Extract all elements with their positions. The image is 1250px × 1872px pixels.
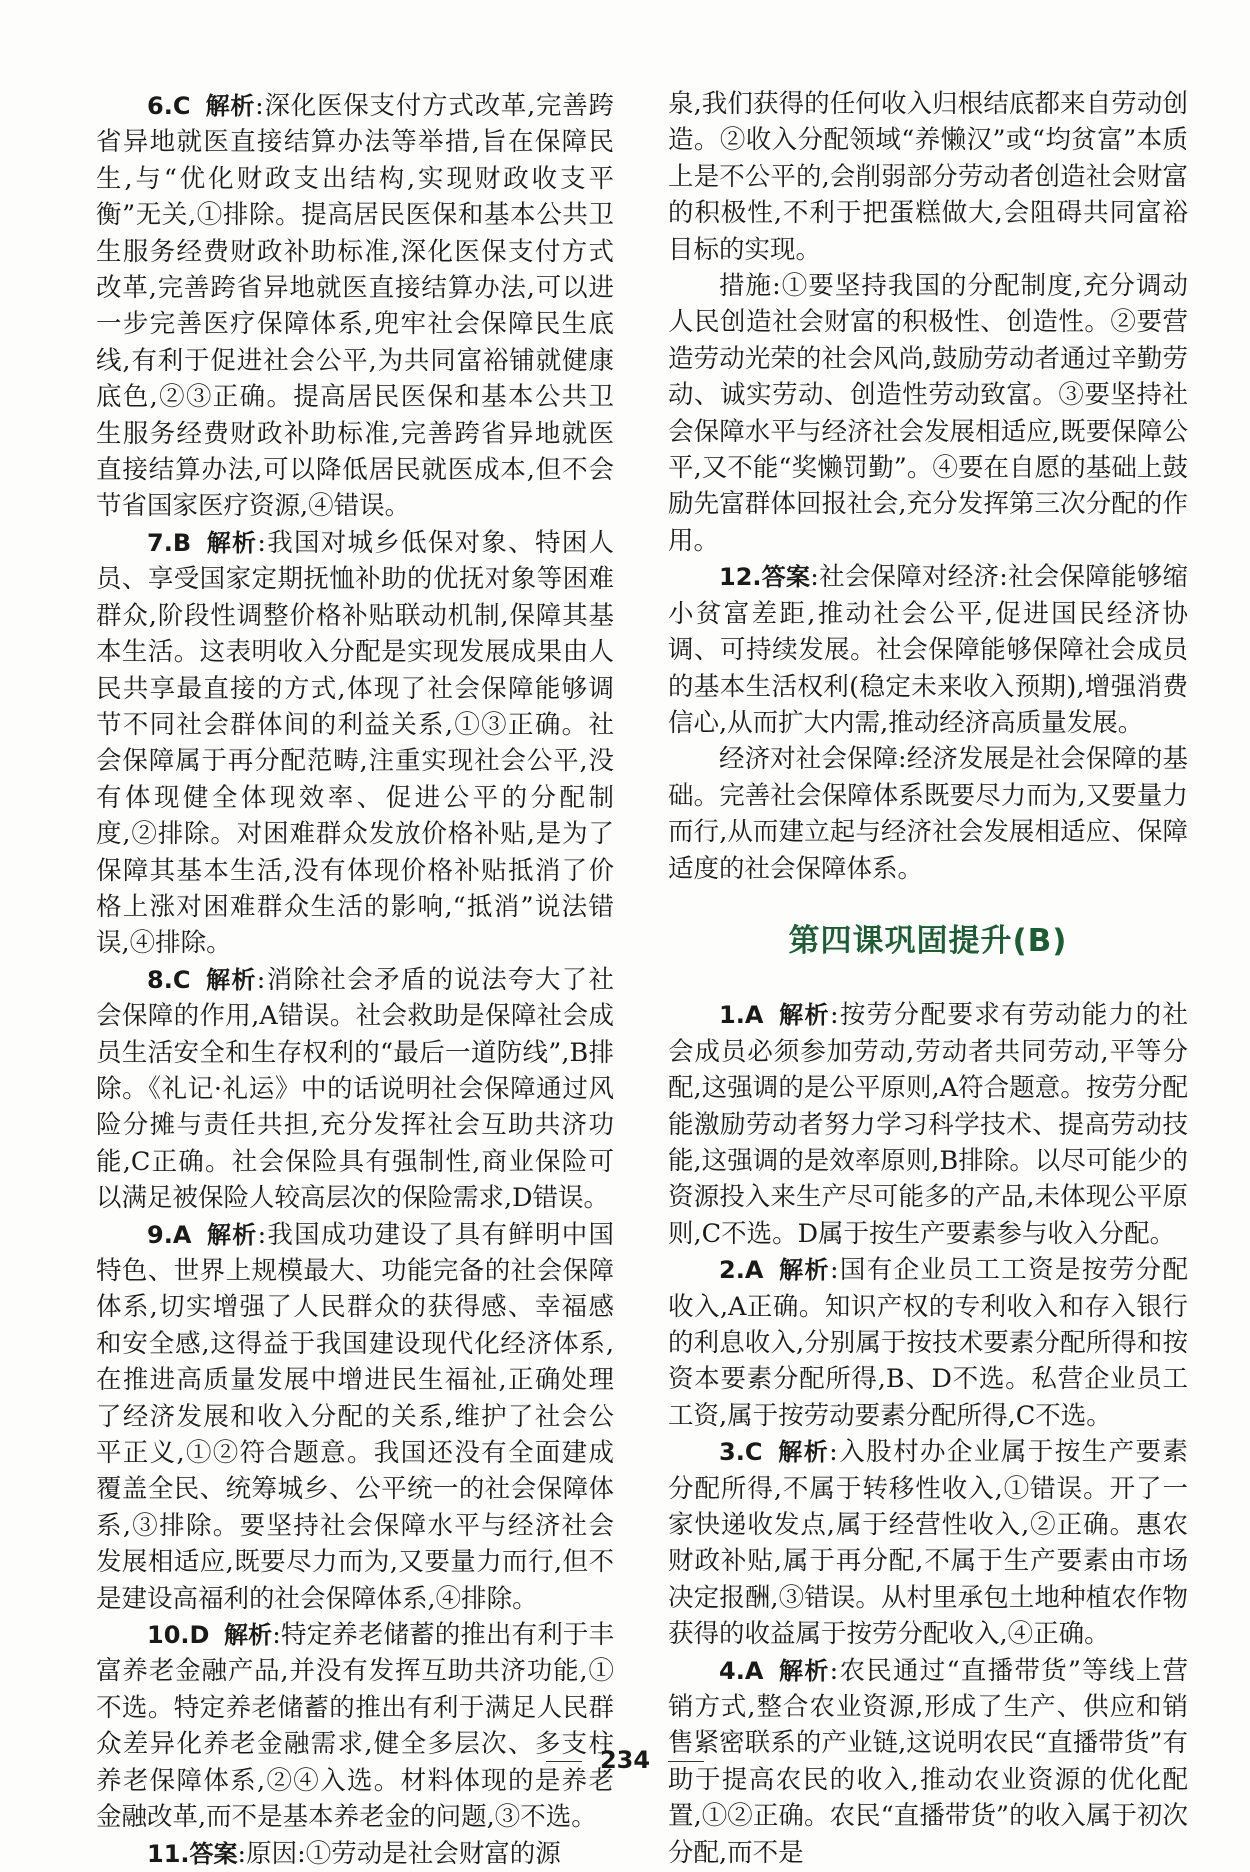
page-number: 234 [599, 1746, 651, 1774]
answer-number: 10.D [147, 1621, 210, 1650]
analysis-label: 解析 [776, 1438, 830, 1467]
answer-number: 3.C [719, 1438, 763, 1467]
analysis-label: 解析 [205, 1220, 258, 1249]
answer-number: 11.答案 [147, 1839, 238, 1868]
answer-text: :我国成功建设了具有鲜明中国特色、世界上规模最大、功能完备的社会保障体系,切实增强了人民群众的获得感、幸福感和安全感,这得益于我国建设现代化经济体系,在推进高质量发展中增进民生福祉,正确处理了经济发展和收入分配的关系,维护了社会公平正义,①②符合题意。我国还没有全面建成覆盖全民、统筹城乡、公平统一的社会保障体系,③排除。要坚持社会保障水平与经济社会发展相适应,既要尽力而为,又要量力而行,但不是建设高福利的社会保障体系,④排除。 [96, 1219, 615, 1614]
analysis-label: 解析 [777, 1256, 830, 1285]
answer-7 [96, 525, 614, 962]
answer-b-1 [668, 997, 1188, 1252]
answer-number: 9.A [147, 1220, 192, 1249]
answer-text: :社会保障对经济:社会保障能够缩小贫富差距,推动社会公平,促进国民经济协调、可持续发展。社会保障能够保障社会成员的基本生活权利(稳定未来收入预期),增强消费信心,从而扩大内需,推动经济高质量发展。 [668, 562, 1188, 738]
right-column [668, 86, 1188, 1871]
answer-number: 1.A [719, 1001, 764, 1030]
answer-number: 7.B [147, 528, 192, 557]
analysis-label: 解析 [204, 965, 257, 994]
answer-text: :特定养老储蓄的推出有利于丰富养老金融产品,并没有发挥互助共济功能,①不选。特定养老储蓄的推出有利于满足人民群众差异化养老金融需求,健全多层次、多支柱养老保障体系,②④入选。材料体现的是养老金融改革,而不是基本养老金的问题,③不选。 [96, 1620, 614, 1833]
analysis-label: 解析 [223, 1621, 273, 1650]
analysis-label: 解析 [205, 528, 258, 557]
answer-text: :我国对城乡低保对象、特困人员、享受国家定期抚恤补助的优抚对象等困难群众,阶段性调整价格补贴联动机制,保障其基本生活。这表明收入分配是实现发展成果由人民共享最直接的方式,体现了社会保障能够调节不同社会群体间的利益关系,①③正确。社会保障属于再分配范畴,注重实现社会公平,没有体现健全体现效率、促进公平的分配制度,②排除。对困难群众发放价格补贴,是为了保障其基本生活,没有体现价格补贴抵消了价格上涨对困难群众生活的影响,“抵消”说法错误,④排除。 [96, 527, 615, 959]
answer-text: :入股村办企业属于按生产要素分配所得,不属于转移性收入,①错误。开了一家快递收发点,属于经营性收入,②正确。惠农财政补贴,属于再分配,不属于生产要素由市场决定报酬,③错误。从村里承包土地种植农作物获得的收益属于按劳分配收入,④正确。 [668, 1437, 1188, 1650]
answer-number: 12.答案 [719, 563, 811, 592]
analysis-label: 解析 [204, 92, 256, 120]
answer-text: :原因:①劳动是社会财富的源 [237, 1838, 561, 1869]
section-title: 第四课巩固提升(B) [788, 922, 1068, 959]
analysis-label: 解析 [777, 1001, 830, 1030]
answer-number: 6.C [147, 92, 191, 120]
answer-text: :农民通过“直播带货”等线上营销方式,整合农业资源,形成了生产、供应和销售紧密联系的产业链,这说明农民“直播带货”有助于提高农民的收入,推动农业资源的优化配置,①②正确。农民“直播带货”的收入属于初次分配,而不是 [668, 1655, 1189, 1868]
answer-11-measures [668, 268, 1188, 559]
footer-dash-right [668, 1761, 704, 1762]
answer-6 [96, 88, 614, 525]
answer-text: 泉,我们获得的任何收入归根结底都来自劳动创造。②收入分配领域“养懒汉”或“均贫富”本质上是不公平的,会削弱部分劳动者创造社会财富的积极性,不利于把蛋糕做大,会阻碍共同富裕目标的实现。 [668, 89, 1188, 265]
answer-number: 8.C [147, 965, 191, 994]
left-column [96, 88, 614, 1872]
analysis-label: 解析 [777, 1656, 830, 1685]
answer-8 [96, 962, 614, 1217]
footer-dash-left [546, 1761, 582, 1762]
answer-text: :国有企业员工工资是按劳分配收入,A正确。知识产权的专利收入和存入银行的利息收入,分别属于按技术要素分配所得和按资本要素分配所得,B、D不选。私营企业员工工资,属于按劳动要素分配所得,C不选。 [668, 1255, 1189, 1431]
answer-12 [668, 559, 1188, 741]
answer-10 [96, 1617, 614, 1835]
answer-11 [96, 1836, 614, 1872]
answer-12-continued [668, 741, 1188, 887]
answer-text: :消除社会矛盾的说法夸大了社会保障的作用,A错误。社会救助是保障社会成员生活安全和生存权利的“最后一道防线”,B排除。《礼记·礼运》中的话说明社会保障通过风险分摊与责任共担,充分发挥社会互助共济功能,C正确。社会保险具有强制性,商业保险可以满足被保险人较高层次的保险需求,D错误。 [96, 964, 614, 1214]
answer-text: :按劳分配要求有劳动能力的社会成员必须参加劳动,劳动者共同劳动,平等分配,这强调的是公平原则,A符合题意。按劳分配能激励劳动者努力学习科学技术、提高劳动技能,这强调的是效率原则,B排除。以尽可能少的资源投入来生产尽可能多的产品,未体现公平原则,C不选。D属于按生产要素参与收入分配。 [668, 1000, 1189, 1249]
answer-text: 经济对社会保障:经济发展是社会保障的基础。完善社会保障体系既要尽力而为,又要量力而行,从而建立起与经济社会发展相适应、保障适度的社会保障体系。 [668, 744, 1188, 884]
answer-b-2 [668, 1252, 1188, 1434]
answer-9 [96, 1217, 614, 1617]
answer-11-continued [668, 86, 1188, 268]
answer-b-3 [668, 1434, 1188, 1652]
answer-number: 4.A [719, 1656, 764, 1685]
answer-number: 2.A [719, 1256, 764, 1285]
page-footer [0, 1746, 1250, 1774]
answer-text: 措施:①要坚持我国的分配制度,充分调动人民创造社会财富的积极性、创造性。②要营造劳动光荣的社会风尚,鼓励劳动者通过辛勤劳动、诚实劳动、创造性劳动致富。③要坚持社会保障水平与经济社会发展相适应,既要保障公平,又不能“奖懒罚勤”。④要在自愿的基础上鼓励先富群体回报社会,充分发挥第三次分配的作用。 [668, 271, 1188, 556]
answer-text: :深化医保支付方式改革,完善跨省异地就医直接结算办法等举措,旨在保障民生,与“优化财政支出结构,实现财政收支平衡”无关,①排除。提高居民医保和基本公共卫生服务经费财政补助标准,深化医保支付方式改革,完善跨省异地就医直接结算办法,可以进一步完善医疗保障体系,兜牢社会保障民生底线,有利于促进社会公平,为共同富裕铺就健康底色,②③正确。提高居民医保和基本公共卫生服务经费财政补助标准,完善跨省异地就医直接结算办法,可以降低居民就医成本,但不会节省国家医疗资源,④错误。 [96, 91, 615, 522]
